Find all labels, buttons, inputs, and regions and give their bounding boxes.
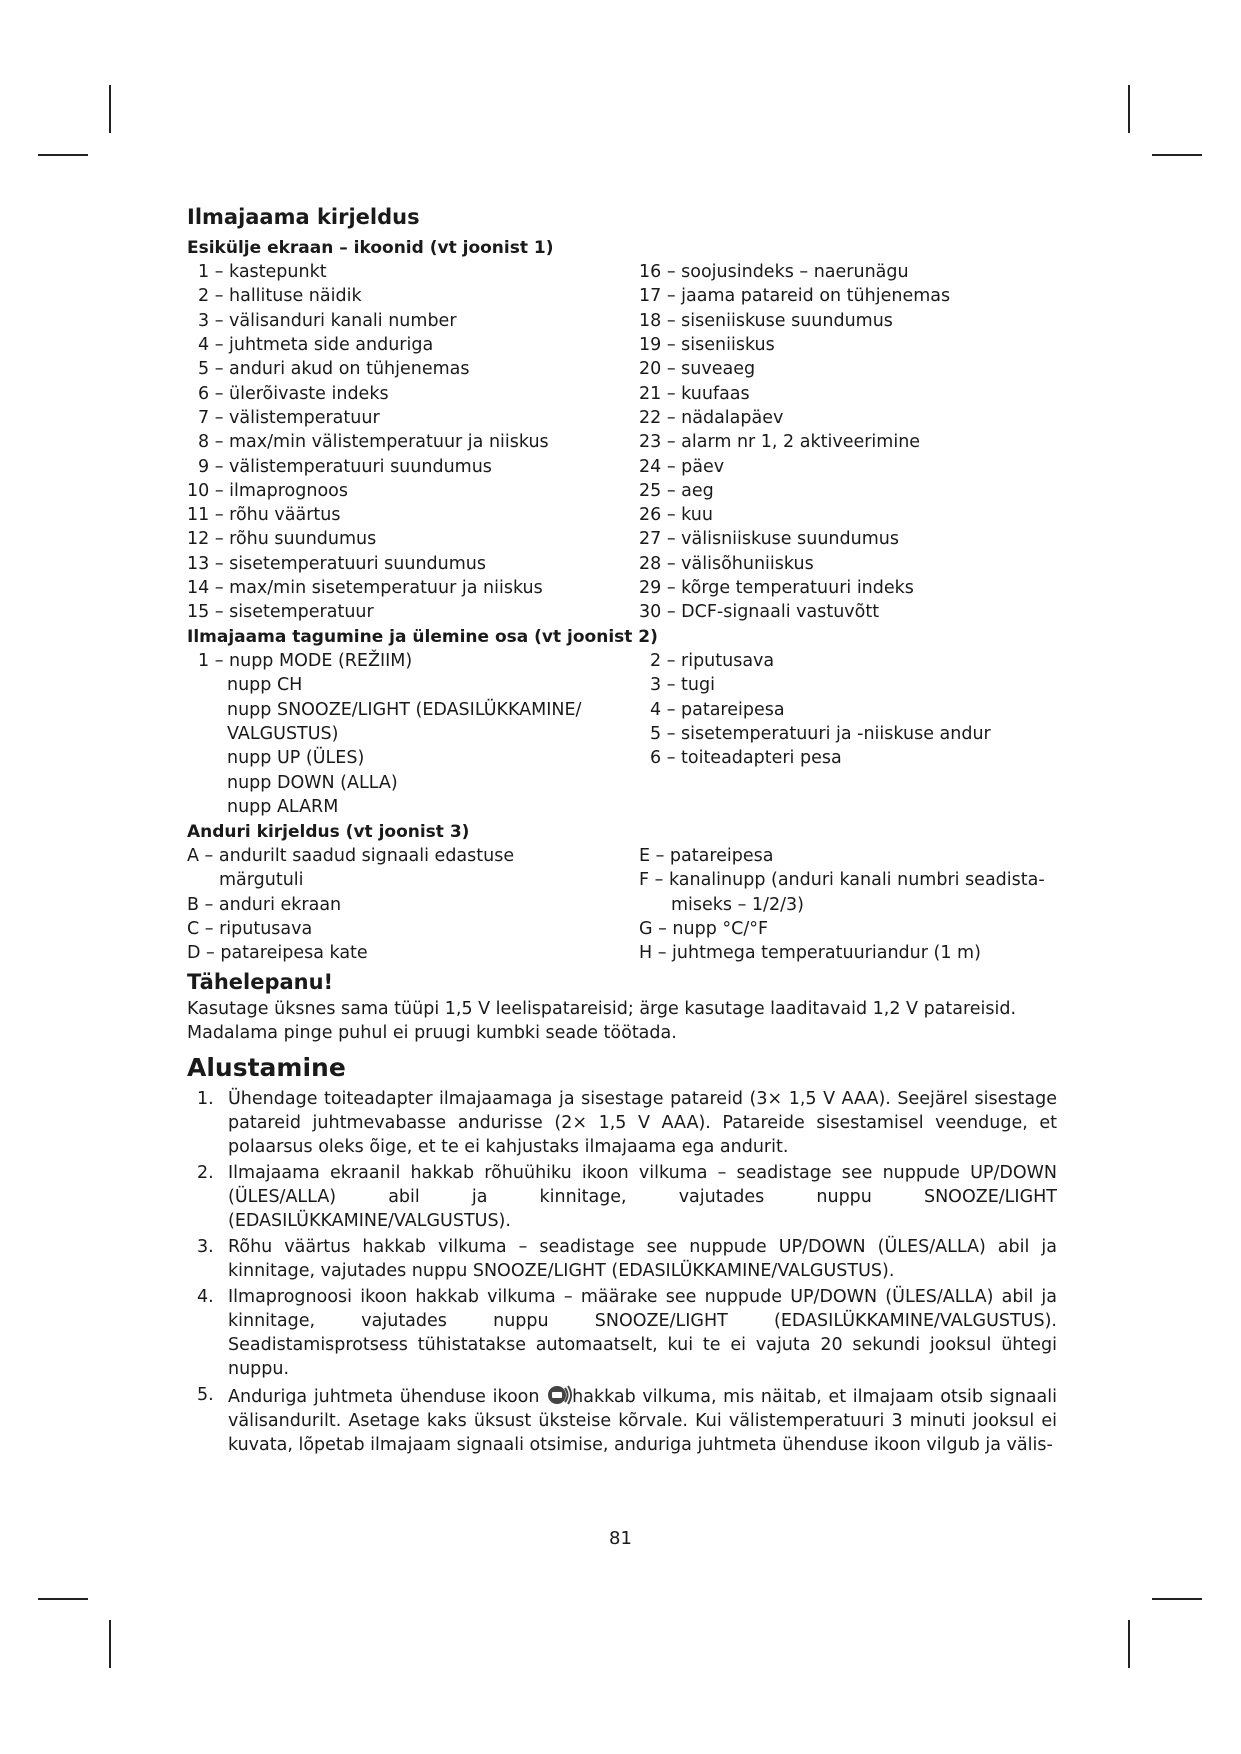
list-item: 15 – sisetemperatuur <box>187 602 374 623</box>
front-screen-heading: Esikülje ekraan – ikoonid (vt joonist 1) <box>187 238 554 259</box>
list-item: nupp CH <box>227 675 303 696</box>
list-item: B – anduri ekraan <box>187 894 342 915</box>
list-item: 3 – välisanduri kanali number <box>198 310 457 331</box>
list-item: G – nupp °C/°F <box>639 919 769 940</box>
step-text: hakkab vilkuma, mis näitab, et ilmajaam otsib signaali välisandurilt. Asetage kaks üksust üksteise kõrvale. Kui välistemperatuuri 3 minuti jooksul ei kuvata, lõpetab ilmajaam signaali otsimise, anduriga juhtmeta ühenduse ikoon vilgub ja välis- <box>228 1387 1057 1456</box>
list-item: F – kanalinupp (anduri kanali numbri seadista- <box>639 870 1045 891</box>
list-item: 4 – patareipesa <box>650 699 785 720</box>
list-item: 2 – hallituse näidik <box>198 286 362 307</box>
front-icons-list <box>187 260 1057 625</box>
list-item: 5 – anduri akud on tühjenemas <box>198 359 470 380</box>
list-item: 19 – siseniiskus <box>639 335 775 356</box>
step-text: Rõhu väärtus hakkab vilkuma – seadistage see nuppude UP/DOWN (ÜLES/ALLA) abil ja kinnitage, vajutades nuppu SNOOZE/LIGHT (EDASILÜKKAMINE/VALGUSTUS). <box>228 1237 1057 1282</box>
step-item <box>187 1161 1057 1233</box>
list-item: 12 – rõhu suundumus <box>187 529 377 550</box>
back-parts-list <box>187 649 1057 820</box>
step-item <box>187 1285 1057 1381</box>
list-item: E – patareipesa <box>639 846 774 867</box>
list-item: 1 – nupp MODE (REŽIIM) <box>198 651 413 672</box>
list-item: 29 – kõrge temperatuuri indeks <box>639 578 914 599</box>
list-item: 25 – aeg <box>639 480 714 501</box>
crop-mark <box>1152 154 1202 156</box>
list-item: 2 – riputusava <box>650 651 775 672</box>
crop-mark <box>109 1620 111 1668</box>
section-title: Ilmajaama kirjeldus <box>187 205 420 229</box>
step-text: Ilmaprognoosi ikoon hakkab vilkuma – määrake see nuppude UP/DOWN (ÜLES/ALLA) abil ja kinnitage, vajutades nuppu SNOOZE/LIGHT (EDASILÜKKAMINE/VALGUSTUS). Seadistamisprotsess tühistatakse automaatselt, kui te ei vajuta 20 sekundi jooksul ühtegi nuppu. <box>228 1287 1057 1380</box>
step-item <box>187 1235 1057 1283</box>
step-text: Ilmajaama ekraanil hakkab rõhuühiku ikoon vilkuma – seadistage see nuppude UP/DOWN (ÜLES/ALLA) abil ja kinnitage, vajutades nuppu SNOOZE/LIGHT (EDASILÜKKAMINE/VALGUSTUS). <box>228 1163 1057 1232</box>
sensor-parts-left <box>187 844 514 965</box>
list-item: 26 – kuu <box>639 505 713 526</box>
sensor-parts-list <box>187 844 1057 968</box>
step-text: Ühendage toiteadapter ilmajaamaga ja sisestage patareid (3× 1,5 V AAA). Seejärel sisestage patareid juhtmevabasse andurisse (2× 1,5 V AAA). Patareide sisestamisel veenduge, et polaarsus oleks õige, et te ei kahjustaks ilmajaama ega andurit. <box>228 1089 1057 1158</box>
list-item: 18 – siseniiskuse suundumus <box>639 310 893 331</box>
list-item: A – andurilt saadud signaali edastuse <box>187 846 515 867</box>
list-item: 23 – alarm nr 1, 2 aktiveerimine <box>639 432 921 453</box>
page-content <box>187 205 1057 1459</box>
sensor-parts-right <box>639 844 1045 965</box>
step-number: 3. <box>197 1237 214 1258</box>
list-item: 10 – ilmaprognoos <box>187 480 348 501</box>
list-item: 14 – max/min sisetemperatuur ja niiskus <box>187 578 543 599</box>
list-item: 7 – välistemperatuur <box>198 407 380 428</box>
back-parts-right <box>650 649 991 770</box>
attention-text: Kasutage üksnes sama tüüpi 1,5 V leelispatareisid; ärge kasutage laaditavaid 1,2 V patareisid. <box>187 999 1017 1020</box>
list-item: VALGUSTUS) <box>227 724 339 745</box>
list-item: nupp DOWN (ALLA) <box>227 772 398 793</box>
list-item: 6 – toiteadapteri pesa <box>650 748 842 769</box>
start-steps <box>187 1087 1057 1457</box>
back-parts-left <box>187 649 581 819</box>
back-part-heading: Ilmajaama tagumine ja ülemine osa (vt joonist 2) <box>187 627 658 648</box>
step-item <box>187 1383 1057 1457</box>
crop-mark <box>1152 1598 1202 1600</box>
step-text: Anduriga juhtmeta ühenduse ikoon <box>228 1387 540 1408</box>
front-icons-left <box>187 260 549 624</box>
step-number: 5. <box>197 1385 214 1406</box>
list-item: nupp UP (ÜLES) <box>227 748 365 769</box>
list-item: H – juhtmega temperatuuriandur (1 m) <box>639 943 981 964</box>
list-item: märgutuli <box>219 870 304 891</box>
list-item: 4 – juhtmeta side anduriga <box>198 335 434 356</box>
list-item: 3 – tugi <box>650 675 715 696</box>
start-title: Alustamine <box>187 1053 346 1083</box>
list-item: C – riputusava <box>187 919 313 940</box>
list-item: 5 – sisetemperatuuri ja -niiskuse andur <box>650 724 991 745</box>
list-item: 16 – soojusindeks – naerunägu <box>639 262 909 283</box>
list-item: 27 – välisniiskuse suundumus <box>639 529 899 550</box>
crop-mark <box>1128 85 1130 133</box>
list-item: 28 – välisõhuniiskus <box>639 553 814 574</box>
list-item: 22 – nädalapäev <box>639 407 784 428</box>
step-item <box>187 1087 1057 1159</box>
list-item: 17 – jaama patareid on tühjenemas <box>639 286 951 307</box>
list-item: 13 – sisetemperatuuri suundumus <box>187 553 486 574</box>
list-item: 11 – rõhu väärtus <box>187 505 341 526</box>
page-number: 81 <box>609 1528 632 1549</box>
list-item: 6 – ülerõivaste indeks <box>198 383 389 404</box>
list-item: 1 – kastepunkt <box>198 262 327 283</box>
step-number: 2. <box>197 1163 214 1184</box>
crop-mark <box>109 85 111 133</box>
list-item: 30 – DCF-signaali vastuvõtt <box>639 602 880 623</box>
step-number: 4. <box>197 1287 214 1308</box>
list-item: 24 – päev <box>639 456 725 477</box>
crop-mark <box>38 154 88 156</box>
list-item: nupp SNOOZE/LIGHT (EDASILÜKKAMINE/ <box>227 699 582 720</box>
attention-title: Tähelepanu! <box>187 970 334 995</box>
list-item: 20 – suveaeg <box>639 359 756 380</box>
list-item: miseks – 1/2/3) <box>671 894 804 915</box>
list-item: 21 – kuufaas <box>639 383 750 404</box>
sensor-heading: Anduri kirjeldus (vt joonist 3) <box>187 822 470 843</box>
front-icons-right <box>639 260 950 624</box>
list-item: 9 – välistemperatuuri suundumus <box>198 456 492 477</box>
crop-mark <box>1128 1620 1130 1668</box>
list-item: nupp ALARM <box>227 796 339 817</box>
list-item: D – patareipesa kate <box>187 943 368 964</box>
list-item: 8 – max/min välistemperatuur ja niiskus <box>198 432 549 453</box>
wireless-signal-icon <box>546 1383 572 1407</box>
attention-text: Madalama pinge puhul ei pruugi kumbki seade töötada. <box>187 1023 677 1044</box>
crop-mark <box>38 1598 88 1600</box>
step-number: 1. <box>197 1089 214 1110</box>
